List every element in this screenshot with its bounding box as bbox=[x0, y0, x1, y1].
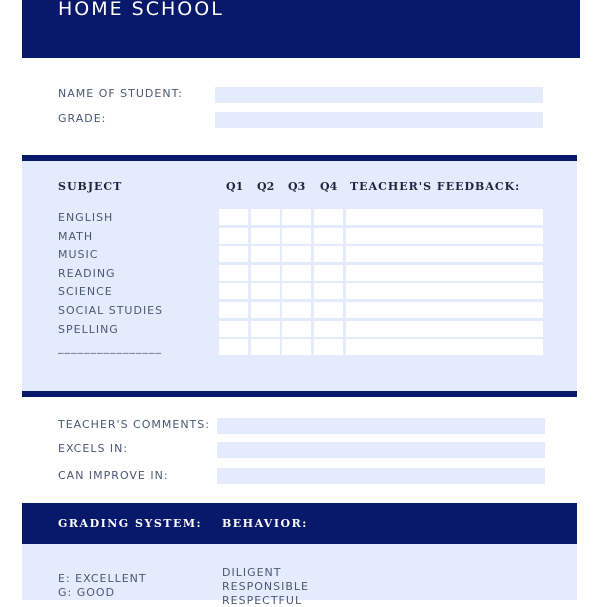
q3-grade-cell[interactable] bbox=[282, 228, 311, 244]
teachers-feedback-cell[interactable] bbox=[346, 321, 543, 337]
teachers-feedback-cell[interactable] bbox=[346, 209, 543, 225]
subject-label: MATH bbox=[58, 230, 94, 243]
q1-grade-cell[interactable] bbox=[219, 283, 248, 299]
q1-grade-cell[interactable] bbox=[219, 302, 248, 318]
can-improve-in-field[interactable] bbox=[217, 468, 545, 484]
q3-grade-cell[interactable] bbox=[282, 321, 311, 337]
q3-column-header: Q3 bbox=[288, 180, 306, 193]
q4-column-header: Q4 bbox=[320, 180, 338, 193]
q1-grade-cell[interactable] bbox=[219, 339, 248, 355]
q4-grade-cell[interactable] bbox=[314, 302, 343, 318]
subject-label: SCIENCE bbox=[58, 285, 113, 298]
q2-grade-cell[interactable] bbox=[251, 265, 280, 281]
q1-grade-cell[interactable] bbox=[219, 209, 248, 225]
q2-grade-cell[interactable] bbox=[251, 283, 280, 299]
name-of-student-label: NAME OF STUDENT: bbox=[58, 87, 183, 100]
teachers-feedback-cell[interactable] bbox=[346, 339, 543, 355]
subject-label: READING bbox=[58, 267, 116, 280]
subject-label: ________________ bbox=[58, 341, 162, 354]
behavior-heading: BEHAVIOR: bbox=[222, 517, 308, 530]
behavior-item: RESPECTFUL bbox=[222, 594, 303, 607]
q1-grade-cell[interactable] bbox=[219, 228, 248, 244]
behavior-item: DILIGENT bbox=[222, 566, 282, 579]
teachers-feedback-cell[interactable] bbox=[346, 228, 543, 244]
q3-grade-cell[interactable] bbox=[282, 283, 311, 299]
q2-grade-cell[interactable] bbox=[251, 339, 280, 355]
q3-grade-cell[interactable] bbox=[282, 246, 311, 262]
grade-label: GRADE: bbox=[58, 112, 107, 125]
q4-grade-cell[interactable] bbox=[314, 283, 343, 299]
grade-field[interactable] bbox=[215, 112, 543, 128]
excels-in-label: EXCELS IN: bbox=[58, 442, 129, 455]
q2-grade-cell[interactable] bbox=[251, 209, 280, 225]
q3-grade-cell[interactable] bbox=[282, 265, 311, 281]
q2-grade-cell[interactable] bbox=[251, 302, 280, 318]
q3-grade-cell[interactable] bbox=[282, 209, 311, 225]
behavior-item: RESPONSIBLE bbox=[222, 580, 309, 593]
subject-label: MUSIC bbox=[58, 248, 99, 261]
q4-grade-cell[interactable] bbox=[314, 339, 343, 355]
subject-label: SOCIAL STUDIES bbox=[58, 304, 164, 317]
teachers-comments-label: TEACHER'S COMMENTS: bbox=[58, 418, 210, 431]
subjects-panel-bottom-border bbox=[22, 391, 577, 397]
q4-grade-cell[interactable] bbox=[314, 265, 343, 281]
grading-system-heading: GRADING SYSTEM: bbox=[58, 517, 203, 530]
q2-column-header: Q2 bbox=[257, 180, 275, 193]
teachers-feedback-cell[interactable] bbox=[346, 265, 543, 281]
excels-in-field[interactable] bbox=[217, 442, 545, 458]
teachers-feedback-cell[interactable] bbox=[346, 246, 543, 262]
q3-grade-cell[interactable] bbox=[282, 302, 311, 318]
q3-grade-cell[interactable] bbox=[282, 339, 311, 355]
q1-grade-cell[interactable] bbox=[219, 246, 248, 262]
q2-grade-cell[interactable] bbox=[251, 321, 280, 337]
q2-grade-cell[interactable] bbox=[251, 246, 280, 262]
q1-column-header: Q1 bbox=[226, 180, 244, 193]
q1-grade-cell[interactable] bbox=[219, 265, 248, 281]
teachers-feedback-cell[interactable] bbox=[346, 283, 543, 299]
subject-label: SPELLING bbox=[58, 323, 119, 336]
can-improve-in-label: CAN IMPROVE IN: bbox=[58, 469, 169, 482]
grade-item: E: EXCELLENT bbox=[58, 572, 147, 585]
teachers-feedback-column-header: TEACHER'S FEEDBACK: bbox=[350, 180, 521, 193]
q4-grade-cell[interactable] bbox=[314, 209, 343, 225]
q4-grade-cell[interactable] bbox=[314, 321, 343, 337]
page-title: HOME SCHOOL bbox=[58, 0, 224, 20]
teachers-feedback-cell[interactable] bbox=[346, 302, 543, 318]
q2-grade-cell[interactable] bbox=[251, 228, 280, 244]
q4-grade-cell[interactable] bbox=[314, 228, 343, 244]
grade-item: G: GOOD bbox=[58, 586, 116, 599]
subject-label: ENGLISH bbox=[58, 211, 114, 224]
subject-column-header: SUBJECT bbox=[58, 180, 123, 193]
q1-grade-cell[interactable] bbox=[219, 321, 248, 337]
name-of-student-field[interactable] bbox=[215, 87, 543, 103]
q4-grade-cell[interactable] bbox=[314, 246, 343, 262]
teachers-comments-field[interactable] bbox=[217, 418, 545, 434]
